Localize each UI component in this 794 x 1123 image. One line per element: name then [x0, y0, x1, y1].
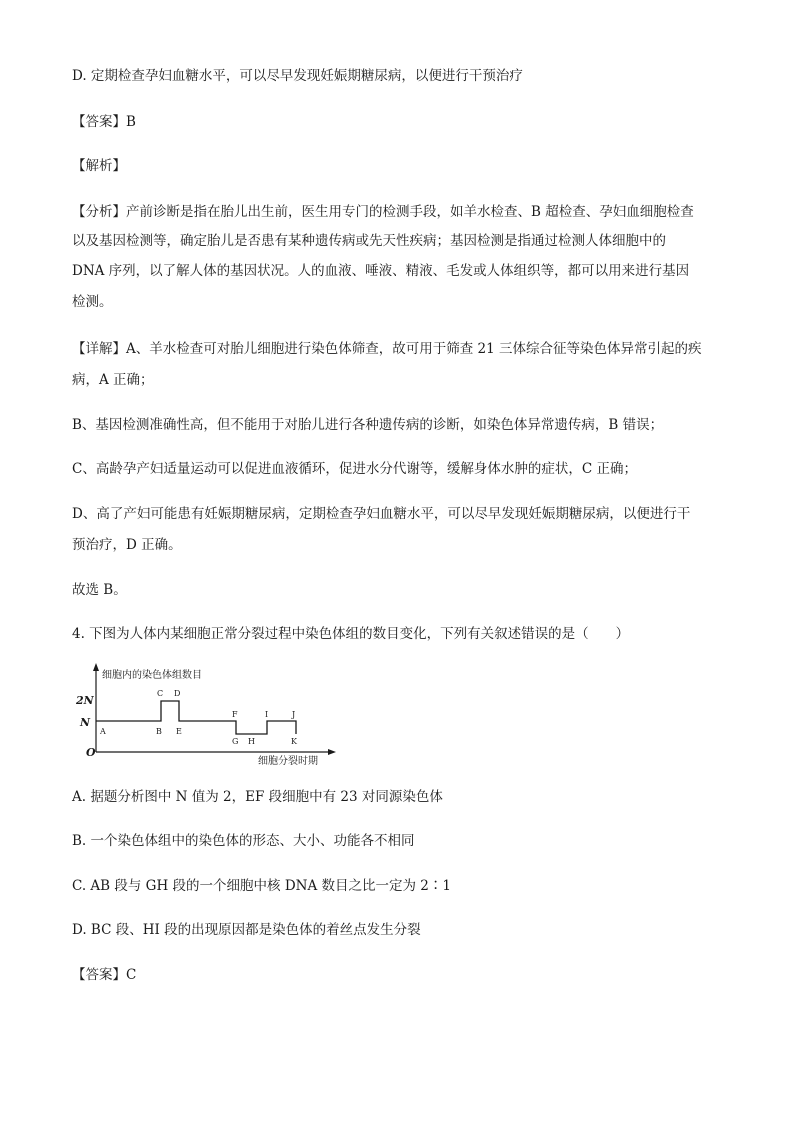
- y-axis-title: 细胞内的染色体组数目: [102, 670, 202, 681]
- question-4-answer: [72, 965, 136, 985]
- point-label-i: I: [265, 710, 269, 719]
- conclusion: 故选 B。: [72, 582, 127, 598]
- y-tick-n: N: [80, 716, 91, 729]
- point-label-b: B: [156, 727, 162, 736]
- answer-label: 【答案】: [72, 114, 126, 130]
- point-label-a: A: [100, 727, 106, 736]
- option-d: D. BC 段、HI 段的出现原因都是染色体的着丝点发生分裂: [72, 922, 421, 938]
- answer-label: 【答案】: [72, 967, 126, 983]
- xiangjie-line-2: 病，A 正确；: [72, 372, 154, 388]
- point-label-f: F: [232, 710, 238, 719]
- y-axis-arrow: [93, 663, 99, 671]
- point-label-e: E: [176, 727, 182, 736]
- point-label-j: J: [292, 710, 296, 719]
- point-label-h: H: [248, 737, 255, 746]
- prev-answer: [72, 112, 136, 132]
- fenxi-line-3: DNA 序列，以了解人体的基因状况。人的血液、唾液、精液、毛发或人体组织等，都可以用来进行基因: [72, 263, 690, 279]
- option-a: A. 据题分析图中 N 值为 2，EF 段细胞中有 23 对同源染色体: [72, 789, 443, 805]
- chromosome-set-figure: [72, 660, 342, 768]
- detail-c: C、高龄孕产妇适量运动可以促进血液循环，促进水分代谢等，缓解身体水肿的症状，C 正确；: [72, 461, 637, 477]
- option-c: C. AB 段与 GH 段的一个细胞中核 DNA 数目之比一定为 2∶1: [72, 878, 451, 894]
- x-axis-title: 细胞分裂时期: [258, 756, 318, 767]
- fenxi-line-4: 检测。: [72, 294, 113, 310]
- analysis-heading: 【解析】: [72, 158, 126, 174]
- prev-option-d: D. 定期检查孕妇血糖水平，可以尽早发现妊娠期糖尿病，以便进行干预治疗: [72, 68, 523, 84]
- point-label-g: G: [232, 737, 239, 746]
- xiangjie-label: 【详解】: [72, 341, 126, 357]
- answer-value: C: [126, 967, 137, 983]
- fenxi-text-1: 产前诊断是指在胎儿出生前，医生用专门的检测手段，如羊水检查、B 超检查、孕妇血细胞检查: [126, 204, 694, 220]
- answer-value: B: [126, 114, 136, 130]
- fenxi-label: 【分析】: [72, 204, 126, 220]
- fenxi-line-2: 以及基因检测等，确定胎儿是否患有某种遗传病或先天性疾病；基因检测是指通过检测人体细胞中的: [72, 233, 666, 249]
- xiangjie-text-1: A、羊水检查可对胎儿细胞进行染色体筛查，故可用于筛查 21 三体综合征等染色体异常引起的疾: [126, 341, 702, 357]
- detail-b: B、基因检测准确性高，但不能用于对胎儿进行各种遗传病的诊断，如染色体异常遗传病，B 错误；: [72, 417, 664, 433]
- option-b: B. 一个染色体组中的染色体的形态、大小、功能各不相同: [72, 833, 415, 849]
- detail-d-line-1: D、高了产妇可能患有妊娠期糖尿病，定期检查孕妇血糖水平，可以尽早发现妊娠期糖尿病，以便进行干: [72, 506, 691, 522]
- detail-d-line-2: 预治疗，D 正确。: [72, 537, 182, 553]
- x-axis-arrow: [328, 749, 336, 755]
- xiangjie-line-1: [72, 339, 702, 359]
- point-label-c: C: [157, 689, 164, 698]
- point-label-k: K: [291, 737, 297, 746]
- y-tick-2n: 2N: [76, 694, 94, 707]
- origin-label: O: [86, 746, 96, 759]
- fenxi-line-1: [72, 202, 694, 222]
- question-4-stem: 4. 下图为人体内某细胞正常分裂过程中染色体组的数目变化，下列有关叙述错误的是（ ）: [72, 626, 630, 642]
- point-label-d: D: [174, 689, 181, 698]
